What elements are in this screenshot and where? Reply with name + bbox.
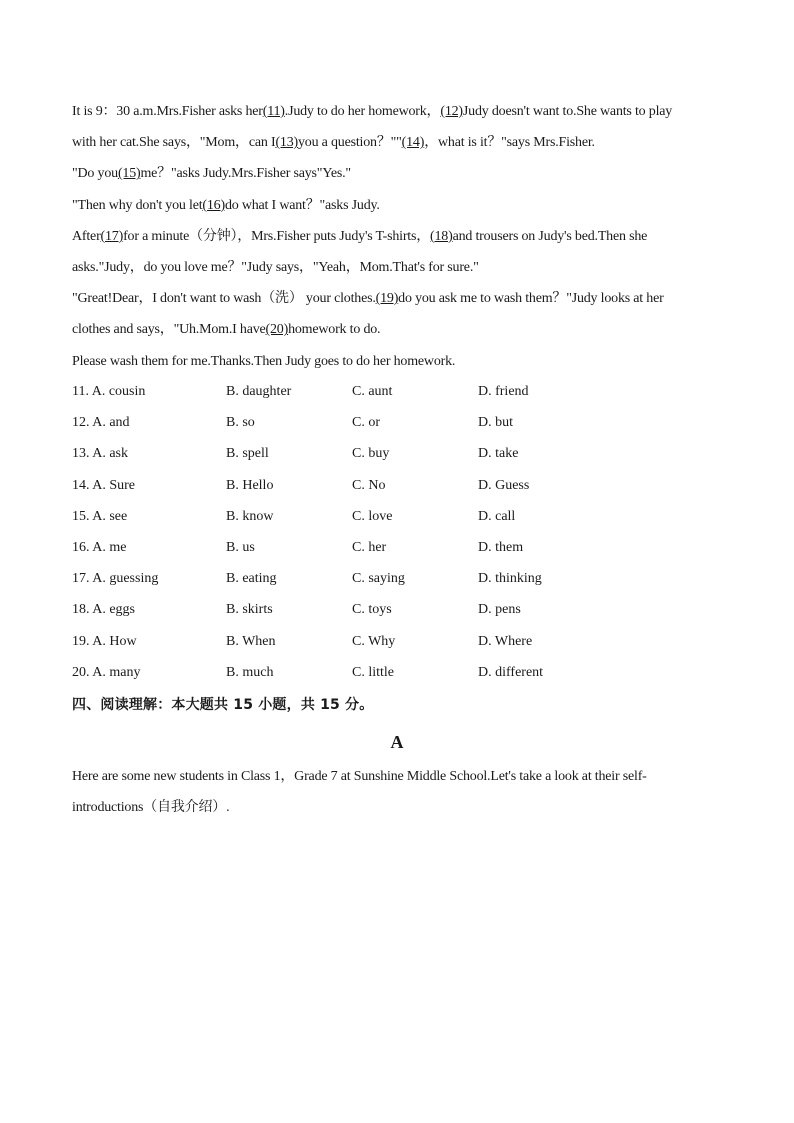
option-a: 15. A. see xyxy=(72,508,128,524)
passage-text: clothes and says，"Uh.Mom.I have xyxy=(72,322,266,338)
option-d: D. Guess xyxy=(478,477,530,493)
intro-line: introductions（自我介绍）. xyxy=(72,800,230,816)
question-row xyxy=(72,567,722,598)
passage-line xyxy=(72,350,722,381)
option-b: B. eating xyxy=(226,571,277,587)
passage-text: "Then why don't you let xyxy=(72,197,203,213)
passage-line xyxy=(72,225,722,256)
blank-number: (13) xyxy=(275,135,298,151)
question-row xyxy=(72,661,722,692)
option-a: 20. A. many xyxy=(72,664,141,680)
passage-line xyxy=(72,162,722,193)
blank-number: (14) xyxy=(401,135,425,151)
blank-number: (16) xyxy=(202,197,225,213)
passage-text: .Judy to do her homework， xyxy=(284,104,441,119)
option-b: B. Hello xyxy=(226,477,274,493)
blank-number: (18) xyxy=(430,228,453,244)
option-c: C. aunt xyxy=(352,384,393,399)
blank-number: (12) xyxy=(440,104,463,119)
option-b: B. skirts xyxy=(226,602,273,618)
question-row xyxy=(72,536,722,567)
passage-line xyxy=(72,256,722,287)
option-b: B. much xyxy=(226,664,274,680)
passage-line xyxy=(72,318,722,349)
passage-text: Please wash them for me.Thanks.Then Judy goes to do her homework. xyxy=(72,353,456,369)
cloze-passage xyxy=(72,100,722,381)
blank-number: (20) xyxy=(265,322,289,338)
part-title: A xyxy=(390,732,404,752)
passage-text: Judy doesn't want to.She wants to play xyxy=(462,104,673,119)
passage-line xyxy=(72,100,722,131)
option-d: D. pens xyxy=(478,602,521,618)
blank-number: (19) xyxy=(375,291,399,307)
question-row xyxy=(72,474,722,505)
passage-line xyxy=(72,287,722,318)
option-b: B. spell xyxy=(226,446,269,462)
passage-text: and trousers on Judy's bed.Then she xyxy=(452,228,648,244)
passage-text: ，what is it？"says Mrs.Fisher. xyxy=(424,135,595,151)
passage-text: do what I want？"asks Judy. xyxy=(224,197,380,213)
option-a: 14. A. Sure xyxy=(72,477,135,493)
passage-text: It is 9：30 a.m.Mrs.Fisher asks her xyxy=(72,104,263,119)
question-row xyxy=(72,505,722,536)
passage-text: with her cat.She says，"Mom，can I xyxy=(72,135,276,151)
option-a: 11. A. cousin xyxy=(72,384,146,399)
option-d: D. different xyxy=(478,664,544,680)
blank-number: (15) xyxy=(117,166,141,182)
question-row xyxy=(72,442,722,473)
option-d: D. them xyxy=(478,539,524,555)
option-c: C. toys xyxy=(352,602,392,618)
answer-options xyxy=(72,380,722,692)
option-b: B. so xyxy=(226,415,255,431)
option-c: C. No xyxy=(352,477,386,493)
option-a: 13. A. ask xyxy=(72,446,128,462)
passage-text: "Do you xyxy=(72,166,118,182)
option-b: B. When xyxy=(226,633,276,649)
option-d: D. but xyxy=(478,415,513,431)
passage-text: After xyxy=(72,228,101,244)
passage-line xyxy=(72,194,722,225)
passage-text: homework to do. xyxy=(288,322,381,338)
option-c: C. little xyxy=(352,664,394,680)
option-b: B. know xyxy=(226,508,274,524)
passage-text: for a minute（分钟），Mrs.Fisher puts Judy's T-shirts， xyxy=(123,228,431,244)
passage-text: me？"asks Judy.Mrs.Fisher says"Yes." xyxy=(140,166,351,182)
option-c: C. buy xyxy=(352,446,390,462)
option-d: D. friend xyxy=(478,384,529,399)
option-a: 18. A. eggs xyxy=(72,602,135,618)
option-c: C. or xyxy=(352,415,380,431)
section-heading: 四、阅读理解：本大题共 15 小题，共 15 分。 xyxy=(72,697,374,713)
option-d: D. thinking xyxy=(478,571,542,587)
question-row xyxy=(72,380,722,411)
question-row xyxy=(72,630,722,661)
option-c: C. Why xyxy=(352,633,396,649)
passage-text: you a question？"" xyxy=(297,135,402,151)
passage-text: asks."Judy，do you love me？"Judy says，"Yeah，Mom.That's for sure." xyxy=(72,259,479,275)
option-b: B. daughter xyxy=(226,384,292,399)
question-row xyxy=(72,598,722,629)
option-d: D. take xyxy=(478,446,519,462)
option-a: 19. A. How xyxy=(72,633,137,649)
option-c: C. her xyxy=(352,539,387,555)
option-d: D. Where xyxy=(478,633,533,649)
passage-text: do you ask me to wash them？"Judy looks at her xyxy=(398,291,664,307)
intro-paragraph xyxy=(72,765,722,827)
intro-line: Here are some new students in Class 1，Grade 7 at Sunshine Middle School.Let's take a look at their self- xyxy=(72,769,647,784)
option-a: 17. A. guessing xyxy=(72,571,159,587)
blank-number: (17) xyxy=(100,228,124,244)
option-b: B. us xyxy=(226,539,255,555)
option-a: 12. A. and xyxy=(72,415,130,431)
passage-line xyxy=(72,131,722,162)
option-d: D. call xyxy=(478,508,516,524)
option-c: C. saying xyxy=(352,571,405,587)
question-row xyxy=(72,411,722,442)
option-c: C. love xyxy=(352,508,393,524)
blank-number: (11) xyxy=(262,104,285,119)
option-a: 16. A. me xyxy=(72,539,127,555)
passage-text: "Great!Dear，I don't want to wash（洗） your clothes. xyxy=(72,291,376,307)
